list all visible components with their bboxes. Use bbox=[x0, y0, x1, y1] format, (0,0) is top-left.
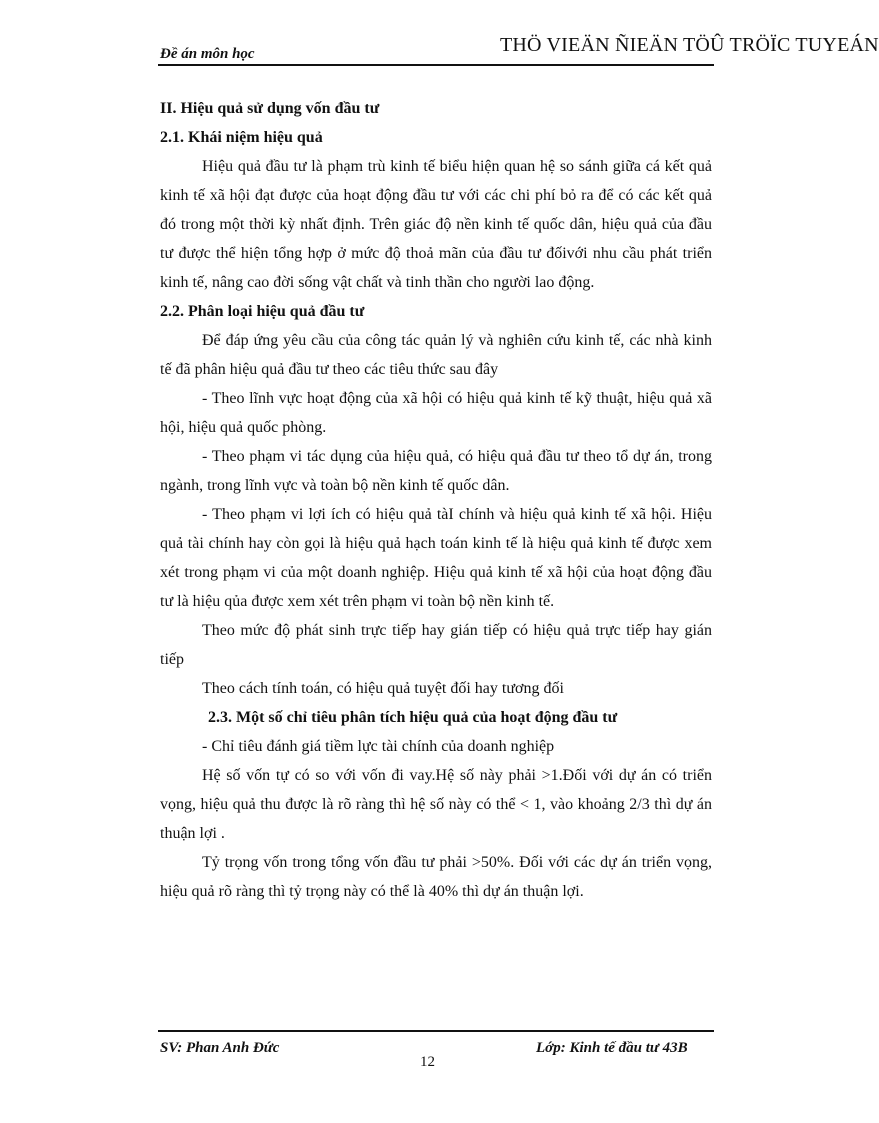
paragraph: Theo mức độ phát sinh trực tiếp hay gián tiếp có hiệu quả trực tiếp hay gián tiếp bbox=[160, 622, 712, 668]
header-rule bbox=[158, 64, 714, 66]
paragraph: Theo cách tính toán, có hiệu quả tuyệt đối hay tương đối bbox=[202, 680, 564, 697]
list-item: - Chỉ tiêu đánh giá tiềm lực tài chính của doanh nghiệp bbox=[202, 738, 555, 755]
paragraph: Hệ số vốn tự có so với vốn đi vay.Hệ số này phải >1.Đối với dự án có triển vọng, hiệu quả thu được là rõ ràng thì hệ số này có thể < 1, vào khoảng 2/3 thì dự án thuận lợi . bbox=[160, 767, 712, 842]
document-body bbox=[160, 94, 712, 906]
page-number: 12 bbox=[420, 1054, 435, 1070]
section-heading: II. Hiệu quả sử dụng vốn đầu tư bbox=[160, 100, 380, 117]
subsection-heading: 2.3. Một số chỉ tiêu phân tích hiệu quả của hoạt động đầu tư bbox=[208, 709, 618, 726]
header-library-title: THÖ VIEÄN ÑIEÄN TÖÛ TRÖÏC TUYEÁN bbox=[500, 34, 879, 56]
footer-student-name: SV: Phan Anh Đức bbox=[160, 1040, 280, 1056]
header-course-title: Đề án môn học bbox=[160, 46, 255, 62]
list-item: - Theo lĩnh vực hoạt động của xã hội có hiệu quả kinh tế kỹ thuật, hiệu quả xã hội, hiệu quả quốc phòng. bbox=[160, 390, 712, 436]
footer-class-name: Lớp: Kinh tế đầu tư 43B bbox=[536, 1040, 688, 1056]
subsection-heading: 2.1. Khái niệm hiệu quả bbox=[160, 129, 323, 146]
paragraph: Để đáp ứng yêu cầu của công tác quản lý và nghiên cứu kinh tế, các nhà kinh tế đã phân hiệu quả đầu tư theo các tiêu thức sau đây bbox=[160, 332, 712, 378]
paragraph: Tỷ trọng vốn trong tổng vốn đầu tư phải >50%. Đối với các dự án triển vọng, hiệu quả rõ ràng thì tỷ trọng này có thể là 40% thì dự án thuận lợi. bbox=[160, 854, 712, 900]
list-item: - Theo phạm vi tác dụng của hiệu quả, có hiệu quả đầu tư theo tổ dự án, trong ngành, trong lĩnh vực và toàn bộ nền kinh tế quốc dân. bbox=[160, 448, 712, 494]
subsection-heading: 2.2. Phân loại hiệu quả đầu tư bbox=[160, 303, 365, 320]
list-item: - Theo phạm vi lợi ích có hiệu quả tàI chính và hiệu quả kinh tế xã hội. Hiệu quả tài chính hay còn gọi là hiệu quả hạch toán kinh tế là hiệu quả kinh tế được xem xét trong phạm vi của một doanh nghiệp. Hiệu quả kinh tế xã hội của hoạt động đầu tư là hiệu qủa được xem xét trên phạm vi toàn bộ nền kinh tế. bbox=[160, 506, 712, 610]
paragraph: Hiệu quả đầu tư là phạm trù kinh tế biểu hiện quan hệ so sánh giữa cá kết quả kinh tế xã hội đạt được của hoạt động đầu tư với các chi phí bỏ ra để có các kết quả đó trong một thời kỳ nhất định. Trên giác độ nền kinh tế quốc dân, hiệu quả của đầu tư được thể hiện tổng hợp ở mức độ thoả mãn của đầu tư đốivới nhu cầu phát triển kinh tế, nâng cao đời sống vật chất và tinh thần cho người lao động. bbox=[160, 158, 712, 291]
footer-rule bbox=[158, 1030, 714, 1032]
